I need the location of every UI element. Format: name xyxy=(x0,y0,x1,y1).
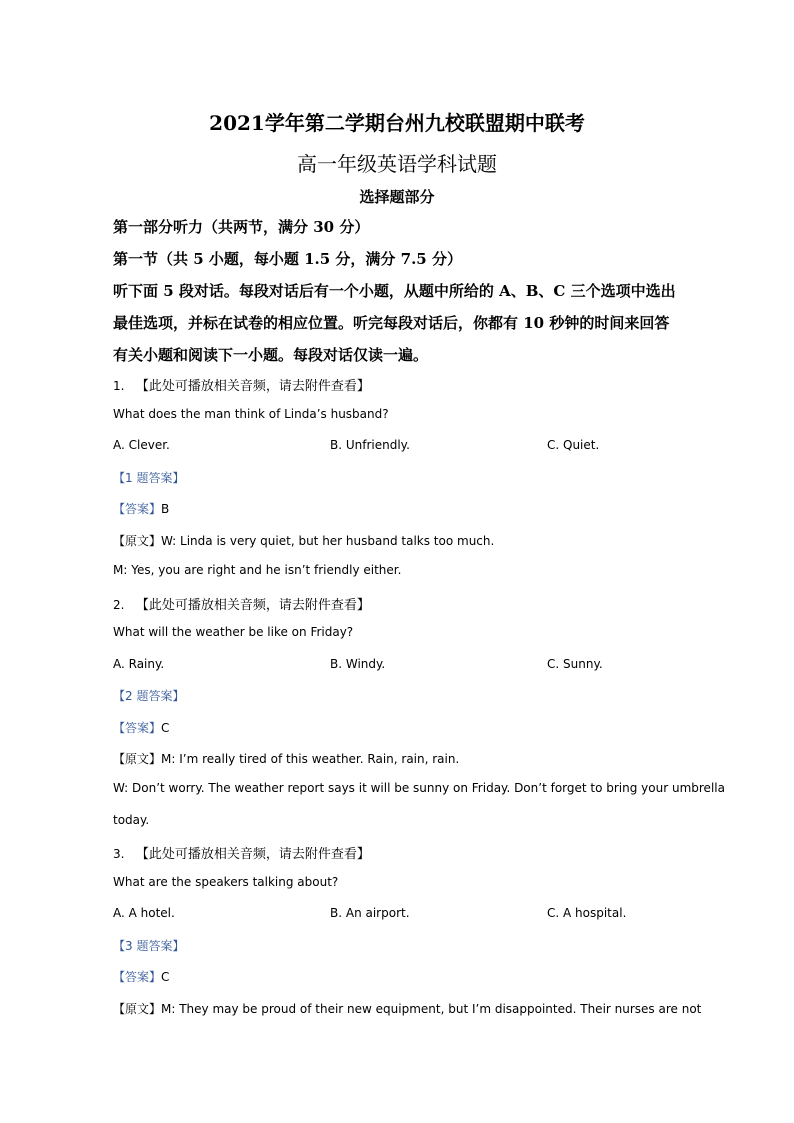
question-2-answer-heading: 【2 题答案】 xyxy=(113,689,185,703)
question-1-number: 1. xyxy=(113,379,125,393)
question-2-header xyxy=(113,594,370,613)
transcript-label: 【原文】 xyxy=(113,1002,162,1016)
question-1-option-c: C. Quiet. xyxy=(547,438,600,452)
question-1-answer xyxy=(113,500,169,517)
exam-title: 2021学年第二学期台州九校联盟期中联考 xyxy=(209,111,585,135)
answer-label: 【答案】 xyxy=(113,970,162,984)
answer-value: B xyxy=(161,502,170,516)
question-2-audio-note: 【此处可播放相关音频，请去附件查看】 xyxy=(135,598,370,613)
question-1-answer-heading: 【1 题答案】 xyxy=(113,471,185,485)
question-1-option-b: B. Unfriendly. xyxy=(330,438,410,452)
question-3-option-c: C. A hospital. xyxy=(547,906,627,920)
question-3-option-a: A. A hotel. xyxy=(113,906,175,920)
question-2-option-b: B. Windy. xyxy=(330,657,386,671)
instructions-line-1: 听下面 5 段对话。每段对话后有一个小题，从题中所给的 A、B、C 三个选项中选出 xyxy=(113,282,676,300)
transcript-text: M: I’m really tired of this weather. Rain, rain, rain. xyxy=(161,752,460,766)
question-3-audio-note: 【此处可播放相关音频，请去附件查看】 xyxy=(135,847,370,862)
part1-section-heading: 第一节（共 5 小题，每小题 1.5 分，满分 7.5 分） xyxy=(113,250,462,268)
part1-heading: 第一部分听力（共两节，满分 30 分） xyxy=(113,218,370,236)
transcript-text: M: They may be proud of their new equipment, but I’m disappointed. Their nurses are not xyxy=(161,1002,702,1016)
question-3-stem: What are the speakers talking about? xyxy=(113,875,339,889)
question-3-number: 3. xyxy=(113,847,125,861)
answer-label: 【答案】 xyxy=(113,502,162,516)
exam-subtitle: 高一年级英语学科试题 xyxy=(297,152,497,176)
question-3-transcript-1 xyxy=(113,1000,701,1017)
question-2-number: 2. xyxy=(113,598,125,612)
question-1-audio-note: 【此处可播放相关音频，请去附件查看】 xyxy=(135,379,370,394)
section-title: 选择题部分 xyxy=(359,188,435,206)
question-1-stem: What does the man think of Linda’s husband? xyxy=(113,407,389,421)
instructions-line-2: 最佳选项，并标在试卷的相应位置。听完每段对话后，你都有 10 秒钟的时间来回答 xyxy=(113,314,670,332)
transcript-text: W: Linda is very quiet, but her husband talks too much. xyxy=(161,534,495,548)
question-3-option-b: B. An airport. xyxy=(330,906,410,920)
answer-label: 【答案】 xyxy=(113,721,162,735)
instructions-line-3: 有关小题和阅读下一小题。每段对话仅读一遍。 xyxy=(113,346,429,364)
question-1-transcript-2: M: Yes, you are right and he isn’t friendly either. xyxy=(113,563,402,577)
question-1-header xyxy=(113,375,370,394)
answer-value: C xyxy=(161,721,170,735)
question-2-transcript-1 xyxy=(113,750,459,767)
question-2-option-c: C. Sunny. xyxy=(547,657,603,671)
answer-value: C xyxy=(161,970,170,984)
transcript-label: 【原文】 xyxy=(113,752,162,766)
question-3-answer-heading: 【3 题答案】 xyxy=(113,939,185,953)
question-1-transcript-1 xyxy=(113,532,494,549)
transcript-label: 【原文】 xyxy=(113,534,162,548)
question-2-transcript-2: W: Don’t worry. The weather report says it will be sunny on Friday. Don’t forget to bring your umbrella xyxy=(113,781,725,795)
question-2-stem: What will the weather be like on Friday? xyxy=(113,625,354,639)
question-2-option-a: A. Rainy. xyxy=(113,657,165,671)
question-1-option-a: A. Clever. xyxy=(113,438,170,452)
question-3-answer xyxy=(113,968,169,985)
question-3-header xyxy=(113,843,370,862)
question-2-answer xyxy=(113,719,169,736)
question-2-transcript-3: today. xyxy=(113,813,150,827)
